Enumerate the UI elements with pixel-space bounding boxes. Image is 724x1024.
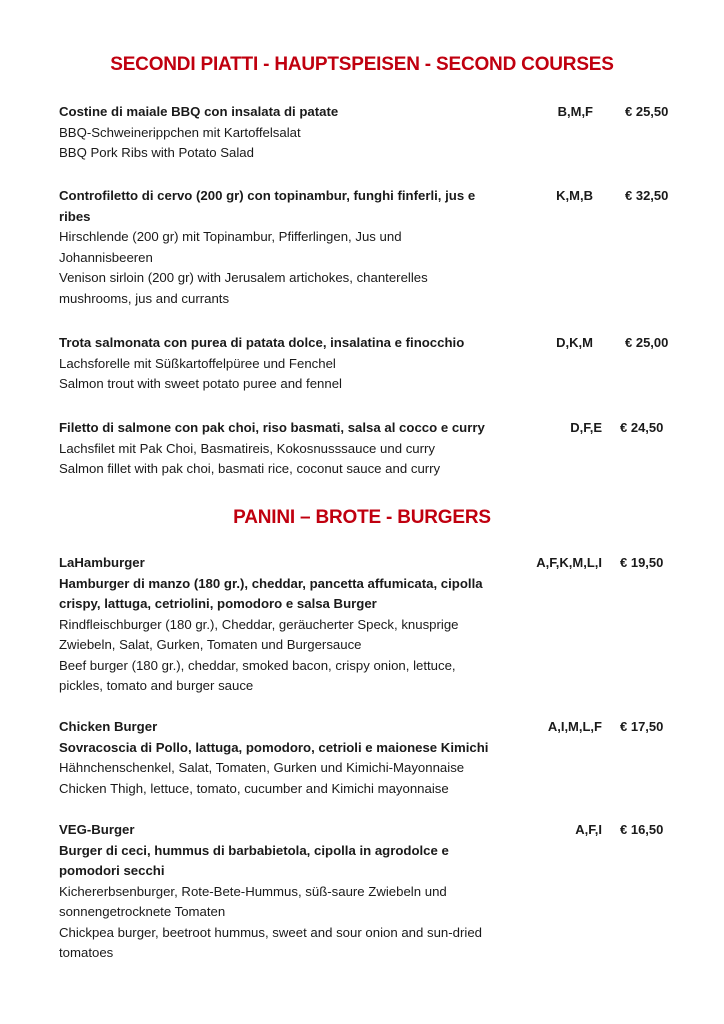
- allergen-codes: B,M,F: [557, 104, 593, 119]
- item-price: € 16,50: [620, 822, 664, 837]
- item-price: € 32,50: [625, 188, 669, 203]
- item-name-it: Sovracoscia di Pollo, lattuga, pomodoro, cetrioli e maionese Kimichi: [59, 739, 489, 755]
- menu-item: [59, 717, 679, 799]
- item-desc-en-cont: tomatoes: [59, 945, 114, 960]
- item-desc-en: Venison sirloin (200 gr) with Jerusalem artichokes, chanterelles: [59, 270, 428, 285]
- item-desc-de: Hähnchenschenkel, Salat, Tomaten, Gurken und Kimichi-Mayonnaise: [59, 760, 465, 775]
- item-desc-de-cont: Johannisbeeren: [59, 249, 153, 265]
- item-desc-en: Chicken Thigh, lettuce, tomato, cucumber and Kimichi mayonnaise: [59, 780, 449, 796]
- item-desc-de-cont: sonnengetrocknete Tomaten: [59, 904, 226, 919]
- section-title-burgers: PANINI – BROTE - BURGERS: [233, 507, 491, 528]
- allergen-codes: D,F,E: [570, 420, 602, 435]
- section-title-second-courses: SECONDI PIATTI - HAUPTSPEISEN - SECOND COURSES: [110, 54, 614, 75]
- allergen-codes: A,F,K,M,L,I: [536, 555, 602, 570]
- item-name-it-cont: crispy, lattuga, cetriolini, pomodoro e salsa Burger: [59, 596, 377, 611]
- allergen-codes: K,M,B: [556, 188, 593, 203]
- allergen-codes: A,F,I: [575, 822, 602, 837]
- item-name-it: Hamburger di manzo (180 gr.), cheddar, pancetta affumicata, cipolla: [59, 575, 483, 591]
- item-name: VEG-Burger: [59, 822, 135, 837]
- menu-item: [59, 553, 679, 697]
- item-desc-en: Salmon fillet with pak choi, basmati rice, coconut sauce and curry: [59, 461, 441, 476]
- item-desc-en: Beef burger (180 gr.), cheddar, smoked bacon, crispy onion, lettuce,: [59, 657, 456, 673]
- item-name-it: Controfiletto di cervo (200 gr) con topinambur, funghi finferli, jus e: [59, 188, 476, 203]
- menu-item: [59, 102, 679, 164]
- item-desc-en: Salmon trout with sweet potato puree and fennel: [59, 376, 342, 391]
- item-name: LaHamburger: [59, 555, 145, 570]
- item-price: € 17,50: [620, 719, 664, 734]
- menu-item: [59, 418, 679, 480]
- item-desc-de: Kichererbsenburger, Rote-Bete-Hummus, süß-saure Zwiebeln und: [59, 883, 447, 899]
- item-name: Chicken Burger: [59, 719, 158, 734]
- item-desc-de: Rindfleischburger (180 gr.), Cheddar, geräucherter Speck, knusprige: [59, 616, 459, 632]
- item-desc-de-cont: Zwiebeln, Salat, Gurken, Tomaten und Burgersauce: [59, 637, 362, 652]
- item-desc-de: Lachsforelle mit Süßkartoffelpüree und Fenchel: [59, 355, 336, 371]
- menu-item: [59, 186, 679, 309]
- item-desc-de: Hirschlende (200 gr) mit Topinambur, Pfifferlingen, Jus und: [59, 229, 402, 244]
- item-name-it: Filetto di salmone con pak choi, riso basmati, salsa al cocco e curry: [59, 420, 485, 435]
- item-desc-en-cont: mushrooms, jus and currants: [59, 290, 230, 306]
- item-desc-en: BBQ Pork Ribs with Potato Salad: [59, 145, 254, 160]
- item-price: € 19,50: [620, 555, 664, 570]
- item-desc-de: BBQ-Schweinerippchen mit Kartoffelsalat: [59, 124, 301, 140]
- menu-item: [59, 333, 679, 395]
- item-name-it: Burger di ceci, hummus di barbabietola, cipolla in agrodolce e: [59, 842, 449, 858]
- item-desc-en: Chickpea burger, beetroot hummus, sweet and sour onion and sun-dried: [59, 924, 482, 940]
- allergen-codes: D,K,M: [556, 335, 593, 350]
- menu-item: [59, 820, 679, 964]
- item-price: € 25,00: [625, 335, 669, 350]
- item-desc-en-cont: pickles, tomato and burger sauce: [59, 678, 254, 693]
- item-name-it-cont: ribes: [59, 208, 91, 224]
- item-name-it: Trota salmonata con purea di patata dolce, insalatina e finocchio: [59, 335, 465, 350]
- item-name-it: Costine di maiale BBQ con insalata di patate: [59, 104, 339, 119]
- allergen-codes: A,I,M,L,F: [547, 719, 602, 734]
- item-price: € 25,50: [625, 104, 669, 119]
- item-desc-de: Lachsfilet mit Pak Choi, Basmatireis, Kokosnusssauce und curry: [59, 440, 436, 456]
- item-price: € 24,50: [620, 420, 664, 435]
- item-name-it-cont: pomodori secchi: [59, 863, 165, 878]
